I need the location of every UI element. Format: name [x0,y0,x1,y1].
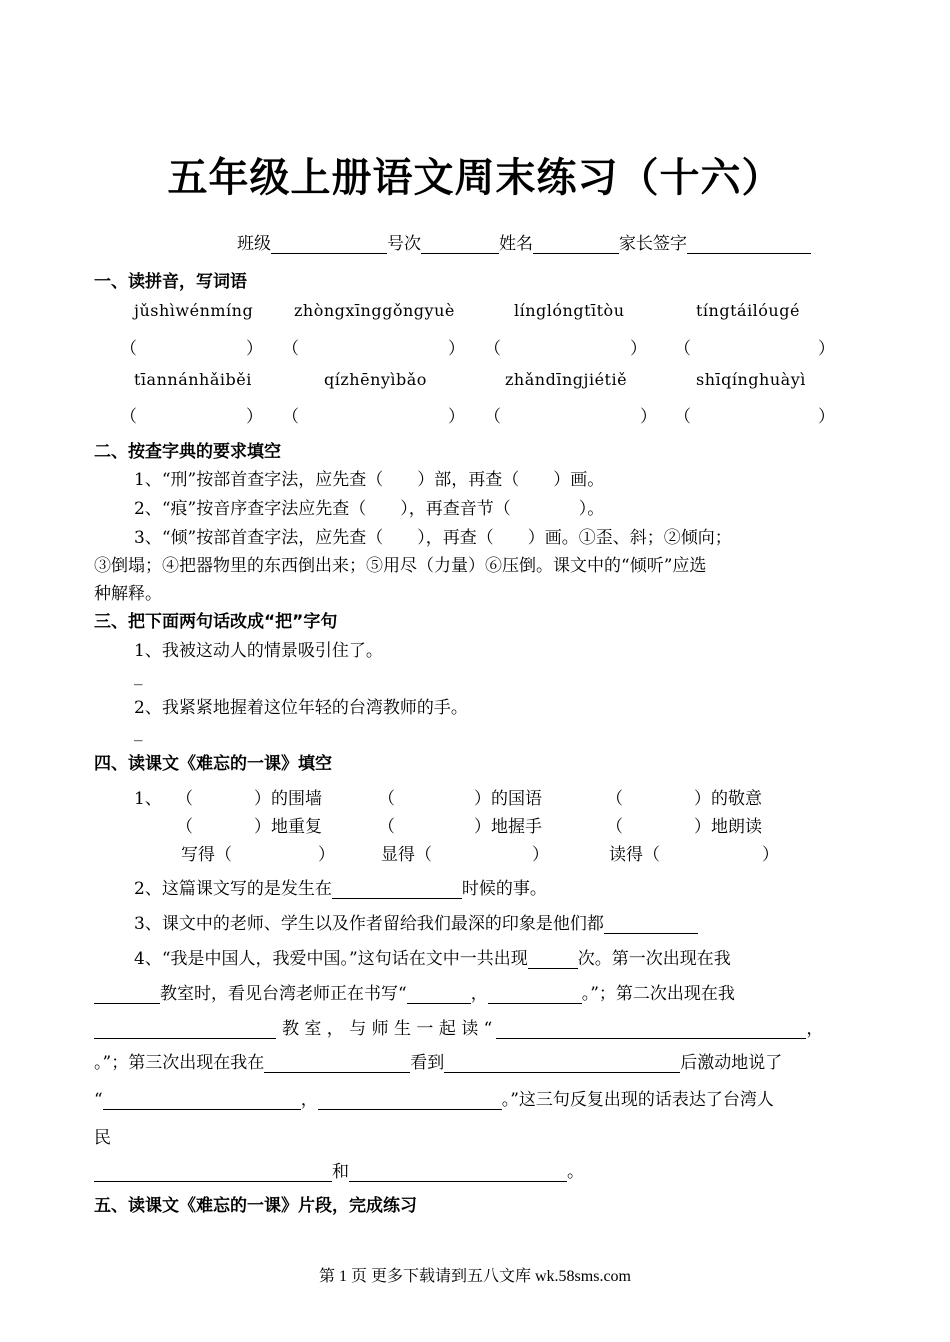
answer-open-8: （ [674,407,691,427]
ba-question-2: 2、我紧紧地握着这位年轻的台湾教师的手。 [134,698,468,718]
pinyin-6: qízhēnyìbǎo [324,370,427,389]
write-label: 写得（ [181,845,232,865]
section-3-heading: 三、把下面两句话改成“把”字句 [94,612,338,632]
fill-close-5: ）地握手 [474,817,542,837]
read-together-blank[interactable] [496,1020,806,1039]
written-blank-2[interactable] [488,985,582,1004]
saw-blank[interactable] [444,1054,680,1073]
answer-close-1: ） [246,339,263,359]
name-label: 姓名 [499,234,533,254]
read-label: 读得（ [609,845,660,865]
fill-question-1-number: 1、 [134,789,162,809]
answer-open-5: （ [120,407,137,427]
class-blank[interactable] [271,235,387,254]
page-title: 五年级上册语文周末练习（十六） [167,155,783,201]
student-info-line [237,229,811,254]
count-blank[interactable] [528,950,578,969]
dict-question-3-end: 种解释。 [94,584,162,604]
pinyin-3: línglóngtītòu [514,301,625,320]
pinyin-7: zhǎndīngjiétiě [505,370,628,389]
ba-answer-1[interactable]: _ [134,666,143,686]
time-blank[interactable] [332,880,462,899]
fill-question-2: 2、这篇课文写的是发生在 时候的事。 [134,879,547,899]
number-blank[interactable] [421,235,499,254]
pinyin-5: tīannánhǎiběi [134,370,252,389]
class-label: 班级 [237,234,271,254]
fill-question-3: 3、课文中的老师、学生以及作者留给我们最深的印象是他们都 [134,909,698,934]
appear-close: ） [532,845,549,865]
said-blank-1[interactable] [103,1091,301,1110]
read-close: ） [762,845,779,865]
answer-close-6: ） [448,407,465,427]
answer-open-2: （ [282,339,299,359]
fill-question-4-line-2: 教室时，看见台湾老师正在书写“ ， 。”；第二次出现在我 [94,979,735,1004]
third-place-blank[interactable] [264,1054,410,1073]
ba-answer-2[interactable]: _ [134,722,143,742]
fill-question-4-line-1: 4、“我是中国人，我爱中国。”这句话在文中一共出现 次。第一次出现在我 [134,949,731,969]
answer-open-6: （ [282,407,299,427]
name-blank[interactable] [533,235,619,254]
pinyin-8: shīqínghuàyì [696,370,806,389]
pinyin-1: jǔshìwénmíng [134,301,254,320]
feeling-blank-2[interactable] [349,1163,567,1182]
dict-question-3-cont: ③倒塌；④把器物里的东西倒出来；⑤用尽（力量）⑥压倒。课文中的“倾听”应选 [94,556,707,576]
fill-close-4: ）地重复 [254,817,322,837]
fill-question-4-line-7: 和 。 [94,1157,584,1182]
fill-question-4-line-4: 。”；第三次出现在我在 看到 后激动地说了 [94,1053,783,1073]
fill-close-2: ）的国语 [474,789,542,809]
answer-close-2: ） [448,339,465,359]
fill-question-4-line-5: “ ， 。”这三句反复出现的话表达了台湾人 [94,1090,774,1110]
dict-question-1: 1、“刑”按部首查字法，应先查（ ）部，再查（ ）画。 [134,470,605,490]
parent-sign-label: 家长签字 [619,234,687,254]
fill-close-6: ）地朗读 [694,817,762,837]
impression-blank[interactable] [604,915,698,934]
appear-label: 显得（ [381,845,432,865]
ba-question-1: 1、我被这动人的情景吸引住了。 [134,641,383,661]
fill-open-4: （ [176,817,193,837]
section-4-heading: 四、读课文《难忘的一课》填空 [94,754,332,774]
answer-close-4: ） [818,339,835,359]
answer-open-4: （ [674,339,691,359]
said-blank-2[interactable] [318,1091,502,1110]
fill-open-5: （ [378,817,395,837]
written-blank-1[interactable] [407,985,471,1004]
fill-question-4-line-3: 教 室 ， 与 师 生 一 起 读 “ ， [94,1014,823,1039]
write-close: ） [318,845,335,865]
first-place-blank[interactable] [94,985,160,1004]
feeling-blank-1[interactable] [94,1163,332,1182]
answer-close-7: ） [640,407,657,427]
fill-open-1: （ [176,789,193,809]
page-footer: 第 1 页 更多下载请到五八文库 wk.58sms.com [318,1268,631,1285]
section-2-heading: 二、按查字典的要求填空 [94,442,281,462]
pinyin-2: zhòngxīnggǒngyuè [294,301,455,320]
answer-close-5: ） [246,407,263,427]
parent-sign-blank[interactable] [687,235,811,254]
section-5-heading: 五、读课文《难忘的一课》片段，完成练习 [94,1196,417,1216]
fill-close-3: ）的敬意 [694,789,762,809]
second-place-blank[interactable] [94,1020,276,1039]
answer-close-3: ） [630,339,647,359]
fill-question-4-line-6: 民 [94,1128,111,1148]
answer-close-8: ） [818,407,835,427]
fill-open-3: （ [606,789,623,809]
dict-question-2: 2、“痕”按音序查字法应先查（ ），再查音节（ ）。 [134,499,605,519]
answer-open-7: （ [484,407,501,427]
dict-question-3: 3、“倾”按部首查字法，应先查（ ），再查（ ）画。①歪、斜；②倾向； [134,528,732,548]
pinyin-4: tíngtáilóugé [696,301,800,320]
number-label: 号次 [387,234,421,254]
answer-open-1: （ [120,339,137,359]
fill-open-2: （ [378,789,395,809]
section-1-heading: 一、读拼音，写词语 [94,272,247,292]
answer-open-3: （ [484,339,501,359]
fill-open-6: （ [606,817,623,837]
fill-close-1: ）的围墙 [254,789,322,809]
